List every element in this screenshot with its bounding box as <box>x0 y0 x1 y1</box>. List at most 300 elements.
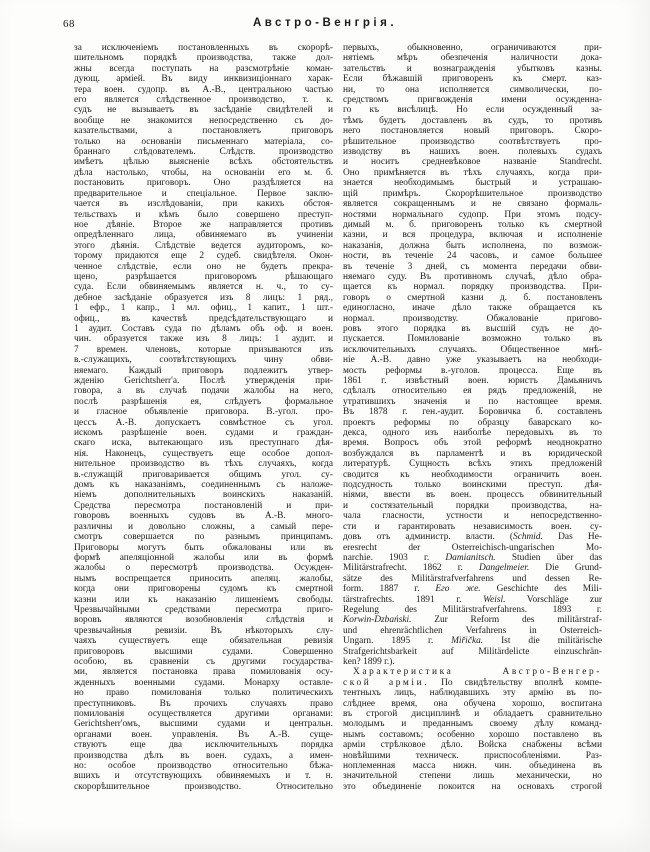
body-text: нительное производство въ тѣхъ случаяхъ, когда <box>74 459 333 470</box>
text-line <box>74 397 333 407</box>
body-text: является сокращеннымъ и не связано формаль- <box>343 199 602 210</box>
text-line <box>343 126 602 136</box>
body-text: нія. Наконецъ, существуетъ еще особое допол- <box>74 448 333 459</box>
text-line <box>343 95 602 105</box>
body-text: Regelung des Militärstrafverfahrens. 1893 г. <box>343 604 602 615</box>
body-text: когда они приговорены судомъ къ смертной <box>74 584 333 595</box>
body-text: ствуютъ еще два исключительныхъ порядка <box>74 740 333 751</box>
text-line <box>74 230 333 240</box>
text-line <box>74 43 333 53</box>
text-line <box>343 740 602 750</box>
text-line <box>343 709 602 719</box>
text-line <box>343 647 602 657</box>
text-line <box>343 324 602 334</box>
text-line <box>343 303 602 313</box>
body-text: цессъ А.-В. допускаетъ совмѣстное съ угол. <box>74 417 333 428</box>
body-text: ное дѣяніе. Второе же направляется противъ <box>74 219 333 230</box>
body-text: говора, а въ случаѣ подачи жалобы на него, <box>74 386 333 397</box>
text-line <box>343 480 602 490</box>
body-text: Приговоры могутъ быть обжалованы или въ <box>74 542 333 553</box>
text-line <box>74 64 333 74</box>
text-line <box>74 355 333 365</box>
text-line <box>343 626 602 636</box>
body-text: жденію Gerichtsherr'а. Послѣ утвержденія при- <box>74 376 333 386</box>
body-text: ніемъ дополнительныхъ воинскихъ наказаній. <box>74 490 333 501</box>
text-line <box>74 189 333 199</box>
body-text: шительномъ порядкѣ производства, также дол- <box>74 53 333 64</box>
text-line <box>343 605 602 615</box>
body-text: ровъ этого порядка въ высшій судъ не до- <box>343 323 602 334</box>
text-line <box>74 626 333 636</box>
text-line <box>74 345 333 355</box>
body-text: 1861 г. извѣстный воен. юристъ Дамьяничъ <box>343 376 602 386</box>
body-text: новѣйшими техническ. приспособленіями. Раз- <box>343 750 602 761</box>
body-text: Чрезвычайными средствами пересмотра приго- <box>74 604 333 615</box>
text-line <box>343 314 602 324</box>
text-line <box>343 74 602 84</box>
text-line <box>74 178 333 188</box>
text-line <box>343 771 602 781</box>
text-line <box>343 470 602 480</box>
text-line <box>343 366 602 376</box>
body-text: Ist die militärische <box>483 636 602 647</box>
body-text: особою, въ сравненіи съ другими государства- <box>74 656 333 667</box>
text-line <box>343 116 602 126</box>
text-line <box>343 438 602 448</box>
body-text: искомъ разрѣшеніе воен. судами и граждан- <box>74 428 333 439</box>
body-text: ностями нормальнаго судопр. При этомъ подсу- <box>343 209 602 220</box>
body-text: чин. образуется также изъ 8 лицъ: 1 аудит. и <box>74 334 333 345</box>
italic-text: Damianitsch. <box>445 552 496 563</box>
body-text: знается необходимымъ быстрый и устрашаю- <box>343 178 602 189</box>
text-line <box>343 615 602 625</box>
text-line <box>343 584 602 594</box>
body-text: это объединеніе покоится на основахъ строгой <box>343 781 602 792</box>
text-line <box>74 251 333 261</box>
text-line <box>343 178 602 188</box>
body-text: органами воен. управленія. Въ А.-В. суще- <box>74 729 333 740</box>
body-text: наказанія, должна быть исполнена, по возмож- <box>343 240 602 251</box>
running-title: Австро-Венгрія. <box>252 17 398 29</box>
italic-text: Weisl. <box>483 594 506 605</box>
text-line <box>343 355 602 365</box>
text-line <box>74 563 333 573</box>
text-line <box>74 85 333 95</box>
body-text: воровъ являются возобновленія слѣдствія и <box>74 615 333 626</box>
body-text: Die Grund- <box>529 563 602 574</box>
text-line <box>74 459 333 469</box>
text-line <box>343 501 602 511</box>
text-line <box>343 199 602 209</box>
text-line <box>343 511 602 521</box>
text-line <box>74 543 333 553</box>
body-text: но право помилованія только политическихъ <box>74 688 333 699</box>
body-text: производства дѣлъ въ воен. судахъ, а имен- <box>74 750 333 761</box>
body-text: помилованія осуществляется другими органами: <box>74 709 333 719</box>
body-text: ken? 1899 г.). <box>343 656 395 667</box>
text-line <box>74 657 333 667</box>
body-text: пускается. Помилованіе возможно только въ <box>343 334 602 345</box>
italic-text: Dangelmeier. <box>478 563 530 574</box>
text-line <box>74 147 333 157</box>
text-line <box>74 282 333 292</box>
body-text: предварительное и спеціальное. Первое заклю- <box>74 188 333 199</box>
text-line <box>343 688 602 698</box>
text-line <box>74 376 333 386</box>
text-line <box>74 324 333 334</box>
body-text: sätze des Militärstrafverfahrens und dessen Re- <box>343 573 602 584</box>
body-text: form. 1887 г. <box>343 584 436 595</box>
body-text: скорорѣшительное производство. Относительно <box>74 781 333 792</box>
text-line <box>74 782 333 792</box>
text-line <box>74 366 333 376</box>
text-line <box>74 605 333 615</box>
text-line <box>343 334 602 344</box>
text-line <box>74 314 333 324</box>
text-line <box>74 636 333 646</box>
text-line <box>74 688 333 698</box>
body-text: исключительныхъ случаяхъ. Общественное мнѣ- <box>343 344 602 355</box>
body-text: чается въ изслѣдованіи, при какихъ обстоя- <box>74 199 333 210</box>
text-line <box>74 386 333 396</box>
body-text: няемаго суду. Въ противномъ случаѣ, дѣло обра- <box>343 271 602 282</box>
body-text: единогласно, иначе дѣло также обращается къ <box>343 303 602 314</box>
body-text: смотръ совершается по разнымъ принципамъ. <box>74 532 333 543</box>
text-line <box>74 615 333 625</box>
text-line <box>343 105 602 115</box>
text-line <box>343 137 602 147</box>
body-text: ности, въ теченіе 24 часовъ, и самое большее <box>343 251 602 262</box>
body-text: Въ 1878 г. ген.-аудит. Боровичка б. составленъ <box>343 407 602 418</box>
text-line <box>74 595 333 605</box>
text-line <box>343 189 602 199</box>
body-text: Если бѣжавшій приговоренъ къ смерт. каз- <box>343 74 602 85</box>
body-text: в.-служащихъ, соотвѣтствующихъ чину обви- <box>74 355 333 366</box>
text-line <box>74 761 333 771</box>
body-text: и носитъ средневѣковое названіе Standrecht. <box>343 157 602 168</box>
body-text: проектъ реформы по образцу баварскаго ко- <box>343 417 602 428</box>
body-text: narchie. 1903 г. <box>343 552 446 563</box>
text-line <box>74 428 333 438</box>
text-line <box>343 563 602 573</box>
body-text: казательствами, а постановляетъ приговоръ <box>74 126 333 137</box>
body-text: Gerichtsherr'омъ, высшими судами и центральн. <box>74 719 333 730</box>
text-line <box>74 553 333 563</box>
body-text: преступниковъ. Въ прочихъ случаяхъ право <box>74 698 333 709</box>
text-line <box>343 220 602 230</box>
text-line <box>74 584 333 594</box>
text-line <box>74 210 333 220</box>
text-line <box>343 543 602 553</box>
text-line <box>343 210 602 220</box>
body-text: него постановляется новый приговоръ. Скоро- <box>343 126 602 137</box>
text-line <box>343 459 602 469</box>
body-text: нятіемъ мѣръ обезпеченія наличности дока- <box>343 53 602 64</box>
text-line <box>74 740 333 750</box>
body-text: eresrecht der Österreichisch-ungarischen Mo- <box>343 542 602 553</box>
text-line <box>74 105 333 115</box>
body-text: въ строгой дисциплинѣ и обладаетъ сравнительно <box>343 709 602 719</box>
text-line <box>343 657 602 667</box>
body-text: дебное засѣданіе образуется изъ 8 лицъ: 1 ряд., <box>74 292 333 303</box>
body-text: различны и довольно сложны, а самый пере- <box>74 521 333 532</box>
text-line <box>74 751 333 761</box>
body-text: тѣмъ будетъ доставленъ въ судъ, то противъ <box>343 115 602 126</box>
text-line <box>343 574 602 584</box>
text-line <box>343 522 602 532</box>
body-text: Geschichte des Mili- <box>480 584 602 595</box>
body-text: его является слѣдственное производство, т. к. <box>74 95 333 106</box>
text-line <box>74 709 333 719</box>
body-text: въ теченіе 3 дней, съ момента передачи обви- <box>343 261 602 272</box>
text-line <box>343 761 602 771</box>
body-text: казни, и вся процедура, включая и исполненіе <box>343 230 602 241</box>
text-line <box>74 678 333 688</box>
body-text: димый м. б. приговоренъ только къ смертной <box>343 219 602 230</box>
body-text: средствомъ пригвожденія имени осужденна- <box>343 95 602 106</box>
body-text: подсудность только воинскими преступ. дѣя- <box>343 480 602 491</box>
text-line <box>343 751 602 761</box>
text-line <box>74 730 333 740</box>
text-line <box>74 157 333 167</box>
text-line <box>343 345 602 355</box>
body-text: го къ висѣлицѣ. Но если осужденный за- <box>343 105 602 116</box>
text-line <box>343 168 602 178</box>
body-text: Ungarn. 1895 г. <box>343 636 452 647</box>
body-text: нормал. производству. Обжалованіе пригово- <box>343 313 602 324</box>
body-text: ни, то она исполняется символически, по- <box>343 84 602 95</box>
left-column <box>74 43 333 792</box>
body-text: щено, разрѣшается приговоромъ рѣшающаго <box>74 271 333 282</box>
italic-text: Schmid. <box>513 532 543 543</box>
body-text: опредѣленнаго лица, обвиняемаго въ учиненіи <box>74 230 333 241</box>
right-column <box>343 43 602 792</box>
text-line <box>74 647 333 657</box>
body-text: ми, является постановка права помилованія осу- <box>74 667 333 678</box>
body-text: tärstrafrechts. 1891 г. <box>343 594 484 605</box>
body-text: тентныхъ лицъ, наблюдавшихъ эту армію въ по- <box>343 688 602 699</box>
text-line <box>343 64 602 74</box>
body-text: но: особое производство относительно бѣжа- <box>74 761 333 772</box>
body-text: судъ не вызываетъ въ засѣданіе свидѣтелей и <box>74 105 333 116</box>
text-line <box>74 137 333 147</box>
body-text: ніе А.-В. давно уже указываетъ на необходи- <box>343 355 602 366</box>
body-text: говоръ о смертной казни д. б. постановленъ <box>343 292 602 303</box>
text-line <box>74 438 333 448</box>
text-line <box>343 699 602 709</box>
text-line <box>74 480 333 490</box>
text-line <box>343 449 602 459</box>
text-line <box>74 303 333 313</box>
text-line <box>74 407 333 417</box>
text-line <box>74 699 333 709</box>
italic-text: Korwin-Dzbański. <box>343 615 412 626</box>
text-line <box>74 74 333 84</box>
body-text: домъ къ наказаніямъ, соединеннымъ съ наложе- <box>74 480 333 491</box>
text-line <box>74 220 333 230</box>
text-line <box>343 262 602 272</box>
body-text: Studien über das <box>495 552 602 563</box>
body-text: говоровъ военныхъ судовъ въ А.-В. много- <box>74 511 333 522</box>
text-line <box>74 262 333 272</box>
body-text: формѣ апеляціонной жалобы или въ формѣ <box>74 552 333 563</box>
body-text: довъ отъ администр. власти. ( <box>343 532 513 543</box>
body-text: нымъ воспрещается приносить апеляц. жалобы, <box>74 573 333 584</box>
body-text: офиц., въ качествѣ предсѣдательствующаго и <box>74 313 333 324</box>
body-text: вообще не знакомится непосредственно съ до- <box>74 115 333 126</box>
text-line <box>74 168 333 178</box>
body-text: жны всегда поступать на разсмотрѣніе коман- <box>74 63 333 74</box>
text-line <box>343 532 602 542</box>
text-line <box>343 490 602 500</box>
text-line <box>74 490 333 500</box>
italic-text: Miřička. <box>451 636 484 647</box>
body-text: постановить приговоръ. Оно раздѣляется на <box>74 178 333 189</box>
text-line <box>74 449 333 459</box>
text-line <box>74 53 333 63</box>
body-text: и гласное объявленіе приговора. В.-угол. про- <box>74 407 333 418</box>
body-text: чрезвычайныя ревизіи. Въ нѣкоторыхъ слу- <box>74 625 333 636</box>
text-line <box>343 678 602 688</box>
text-line <box>343 636 602 646</box>
body-text: суда. Если обвиняемымъ является н. ч., то су- <box>74 282 333 293</box>
text-line <box>343 782 602 792</box>
body-text: Средства пересмотра постановленій и при- <box>74 500 333 511</box>
body-text: ноплеменная масса нижн. чин. объединена въ <box>343 761 602 772</box>
body-text: послѣ разрѣшенія ея, слѣдуетъ формальное <box>74 396 333 407</box>
body-text: значительной степени лишь механически, но <box>343 771 602 782</box>
body-text: зательствъ и вознагражденія убытковъ казны. <box>343 63 602 74</box>
body-text: жалобы о пересмотрѣ производства. Осужден- <box>74 563 333 574</box>
body-text: вшихъ и отсутствующихъ обвиняемыхъ и т. н. <box>74 771 333 782</box>
text-line <box>343 418 602 428</box>
body-text: тера воен. судопр. въ А.-В., центральною частью <box>74 84 333 95</box>
body-text: сдѣлалъ относительно ея рядъ предложеній, не <box>343 386 602 397</box>
body-text: этого дѣянія. Слѣдствіе ведется аудиторомъ, ко- <box>74 240 333 251</box>
body-text: ченное слѣдствіе, если оно не будетъ прекра- <box>74 261 333 272</box>
body-text: щается къ нормал. порядку производства. При- <box>343 282 602 293</box>
text-line <box>74 126 333 136</box>
text-line <box>74 532 333 542</box>
text-line <box>74 272 333 282</box>
body-text: и состязательный порядки производства, на- <box>343 500 602 511</box>
text-line <box>74 470 333 480</box>
body-text: мость реформы в.-уголов. процесса. Еще въ <box>343 365 602 376</box>
text-line <box>74 511 333 521</box>
text-line <box>343 272 602 282</box>
body-text: браннаго слѣдователемъ. Слѣдств. производство <box>74 147 333 158</box>
body-text: декса, одного изъ наиболѣе передовыхъ въ то <box>343 428 602 439</box>
body-text: 1 аудит. Составъ суда по дѣламъ объ оф. и воен. <box>74 323 333 334</box>
text-line <box>343 293 602 303</box>
text-line <box>343 407 602 417</box>
body-text: первыхъ, обыкновенно, ограничиваются при- <box>343 43 602 53</box>
body-text: утратившихъ значенія и по настоящее время. <box>343 396 602 407</box>
body-text: сводится къ необходимости ограничить воен. <box>343 469 602 480</box>
text-line <box>74 334 333 344</box>
text-line <box>343 376 602 386</box>
body-text: сти и гарантировать независимость воен. су- <box>343 521 602 532</box>
body-text: чаяхъ существуетъ еще обязательная ревизія <box>74 636 333 647</box>
body-text: Оно примѣняется въ тѣхъ случаяхъ, когда при- <box>343 167 602 178</box>
body-text: литературѣ. Сущность всѣхъ этихъ предложеній <box>343 459 602 470</box>
body-text: скаго иска, вытекающаго изъ преступнаго дѣя- <box>74 438 333 449</box>
text-line <box>74 293 333 303</box>
text-line <box>343 428 602 438</box>
body-text: казни или къ наказанію лишеніемъ свободы. <box>74 594 333 605</box>
page-number: 68 <box>63 18 75 30</box>
text-line <box>343 553 602 563</box>
body-text: торому придаются еще 2 судеб. свидѣтеля. Окон- <box>74 251 333 262</box>
text-line <box>343 53 602 63</box>
text-line <box>343 85 602 95</box>
body-text: Zur Reform des militärstraf- <box>411 615 602 626</box>
body-text: время. Вопросъ объ этой реформѣ неоднократно <box>343 438 602 449</box>
body-text: приговоровъ высшими судами. Совершенно <box>74 646 333 657</box>
spaced-heading-text: ской арміи. <box>343 677 430 688</box>
body-text: дующ. арміей. Въ виду инквизиціоннаго харак- <box>74 74 333 85</box>
body-text: за исключеніемъ постановленныхъ въ скорорѣ- <box>74 43 333 53</box>
text-line <box>74 199 333 209</box>
body-text: Das He- <box>542 532 602 543</box>
text-line <box>343 241 602 251</box>
text-line <box>343 595 602 605</box>
body-text: имѣетъ цѣлью выясненіе всѣхъ обстоятельствъ <box>74 157 333 168</box>
body-text: слѣднее время, она обучена хорошо, воспитана <box>343 698 602 709</box>
text-line <box>74 574 333 584</box>
body-text: ніями, ввести въ воен. процессъ обвинительный <box>343 490 602 501</box>
body-text: und ehrenrächtlichen Verfahrens in Österreich- <box>343 625 602 636</box>
text-line <box>343 43 602 53</box>
text-line <box>74 116 333 126</box>
text-line <box>343 719 602 729</box>
spaced-heading-text: Характеристика Австро-Венгер- <box>353 667 602 678</box>
body-text: арміи стрѣлковое дѣло. Войска снабжены всѣми <box>343 740 602 751</box>
body-text: няемаго. Каждый приговоръ подлежитъ утвер- <box>74 365 333 376</box>
body-text: только на основаніи письменнаго матеріала, со- <box>74 136 333 147</box>
text-line <box>74 241 333 251</box>
text-line <box>74 95 333 105</box>
body-text: щій примѣръ. Скорорѣшительное производство <box>343 188 602 199</box>
text-block <box>74 43 602 792</box>
body-text: Militärstrafrecht. 1862 г. <box>343 563 479 574</box>
text-line <box>343 730 602 740</box>
text-line <box>74 522 333 532</box>
text-line <box>343 397 602 407</box>
text-line <box>343 157 602 167</box>
text-line <box>74 719 333 729</box>
body-text: жденныхъ военными судами. Монарху оставле- <box>74 677 333 688</box>
text-line <box>74 501 333 511</box>
text-line <box>343 251 602 261</box>
text-line <box>74 667 333 677</box>
text-line <box>343 147 602 157</box>
text-line <box>343 386 602 396</box>
body-text: 7 времен. членовъ, которые призываются изъ <box>74 344 333 355</box>
body-text: 1 ефр., 1 капр., 1 мл. офиц., 1 капит., 1 шт.- <box>74 303 333 314</box>
body-text: изводству въ нашихъ воен. полевыхъ судахъ <box>343 147 602 158</box>
body-text: молодымъ и преданнымъ своему дѣлу команд- <box>343 719 602 730</box>
body-text: в.-служащій приговаривается общимъ угол. су- <box>74 469 333 480</box>
body-text: возбуждался въ парламентѣ и въ юридической <box>343 448 602 459</box>
body-text: По свидѣтельству вполнѣ компе- <box>429 677 602 688</box>
body-text: дѣла настолько, чтобы, на основаніи его м. б. <box>74 167 333 178</box>
body-text: тельствахъ и кѣмъ было совершено преступ- <box>74 209 333 220</box>
text-line <box>343 667 602 677</box>
body-text: Strafgerichtsbarkeit auf Militärdelicte einzuschrän- <box>343 646 602 657</box>
body-text: Vorschläge zur <box>505 594 602 605</box>
text-line <box>74 771 333 781</box>
